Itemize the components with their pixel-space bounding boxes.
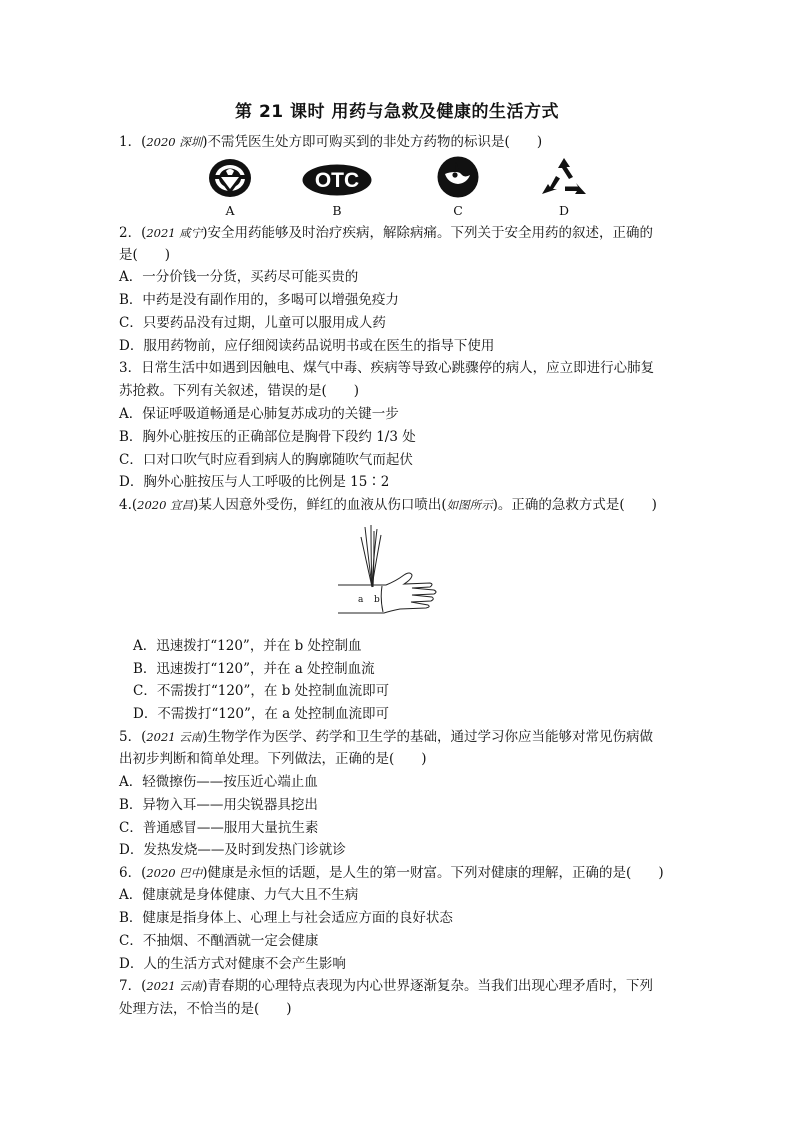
q4-option-b: B．迅速拨打“120”，并在 a 处控制血流 [133,661,375,677]
q1-option-b-label: B [332,203,342,218]
q6-option-d: D．人的生活方式对健康不会产生影响 [119,956,346,972]
q2-option-d: D．服用药物前，应仔细阅读药品说明书或在医生的指导下使用 [119,338,495,354]
question-5-line-2: 出初步判断和简单处理。下列做法，正确的是( ) [119,751,427,767]
q1-option-a-label: A [225,203,235,218]
drop-in-circle-icon [436,156,480,198]
q4-option-c: C．不需拨打“120”，在 b 处控制血流即可 [133,683,390,699]
q2-option-a: A．一分价钱一分货，买药尽可能买贵的 [119,269,359,285]
figure-reference: 如图所示 [446,498,493,512]
source-tag: 2020 深圳 [146,135,203,149]
q4-option-a: A．迅速拨打“120”，并在 b 处控制血 [133,638,362,654]
figure-label-a: a [358,595,364,605]
q1-option-d-label: D [558,203,570,218]
question-2-line-2: 是( ) [119,247,171,263]
q4-option-d: D．不需拨打“120”，在 a 处控制血流即可 [133,706,390,722]
otc-text: OTC [314,169,360,192]
q5-option-a: A．轻微擦伤——按压近心端止血 [119,774,318,790]
source-tag: 2020 宜昌 [137,498,194,512]
q1-option-c-label: C [453,203,463,218]
q3-option-c: C．口对口吹气时应看到病人的胸廓随吹气而起伏 [119,452,413,468]
q6-option-a: A．健康就是身体健康、力气大且不生病 [119,887,359,903]
question-7-line-2: 处理方法，不恰当的是( ) [119,1001,292,1017]
q5-option-d: D．发热发烧——及时到发热门诊就诊 [119,842,346,858]
source-tag: 2021 咸宁 [146,226,203,240]
q3-option-d: D．胸外心脏按压与人工呼吸的比例是 15∶2 [119,474,390,490]
question-6: 6．(2020 巴中)健康是永恒的话题，是人生的第一财富。下列对健康的理解，正确的是( ) [119,865,664,881]
q3-option-b: B．胸外心脏按压的正确部位是胸骨下段约 1/3 处 [119,429,416,445]
question-4: 4.(2020 宜昌)某人因意外受伤，鲜红的血液从伤口喷出(如图所示)。正确的急救方式是( ) [119,497,657,513]
source-tag: 2021 云南 [146,730,203,744]
source-tag: 2020 巴中 [146,866,203,880]
q6-option-c: C．不抽烟、不酗酒就一定会健康 [119,933,319,949]
safety-food-icon [208,158,252,198]
figure-label-b: b [374,595,380,605]
question-3-line-2: 苏抢救。下列有关叙述，错误的是( ) [119,383,360,399]
question-1: 1．(2020 深圳)不需凭医生处方即可购买到的非处方药物的标识是( ) [119,134,543,150]
question-2-line-1: 2．(2021 咸宁)安全用药能够及时治疗疾病，解除病痛。下列关于安全用药的叙述，正确的 [119,225,654,241]
q3-option-a: A．保证呼吸道畅通是心肺复苏成功的关键一步 [119,406,399,422]
page-title: 第 21 课时 用药与急救及健康的生活方式 [235,102,559,122]
q5-option-c: C．普通感冒——服用大量抗生素 [119,820,319,836]
q2-option-c: C．只要药品没有过期，儿童可以服用成人药 [119,315,386,331]
question-7-line-1: 7．(2021 云南)青春期的心理特点表现为内心世界逐渐复杂。当我们出现心理矛盾时，下列 [119,978,654,994]
bleeding-arm-figure [338,523,438,631]
question-3-line-1: 3．日常生活中如遇到因触电、煤气中毒、疾病等导致心跳骤停的病人，应立即进行心肺复 [119,360,655,376]
q6-option-b: B．健康是指身体上、心理上与社会适应方面的良好状态 [119,910,453,926]
q1-option-icons [0,150,794,220]
question-5-line-1: 5．(2021 云南)生物学作为医学、药学和卫生学的基础，通过学习你应当能够对常见伤病做 [119,729,654,745]
q2-option-b: B．中药是没有副作用的，多喝可以增强免疫力 [119,292,399,308]
recycle-icon [540,156,588,198]
otc-icon [302,164,372,196]
q5-option-b: B．异物入耳——用尖锐器具挖出 [119,797,318,813]
source-tag: 2021 云南 [146,979,203,993]
